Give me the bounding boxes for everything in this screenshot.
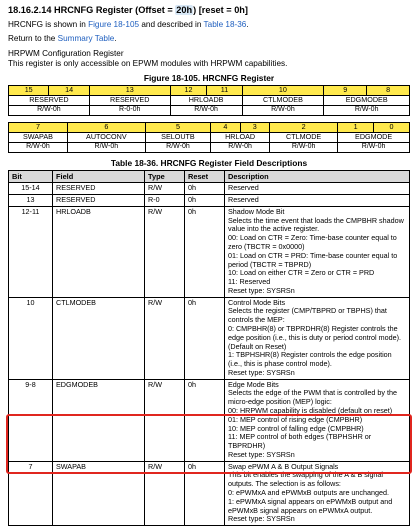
- column-header-reset: Reset: [185, 171, 225, 183]
- row-description: [225, 206, 410, 297]
- register-description-title: HRPWM Configuration Register: [8, 49, 124, 59]
- row-type: R/W: [145, 183, 185, 195]
- description-line: Reset type: SYSRSn: [228, 514, 295, 524]
- bit-number: 10: [242, 85, 324, 95]
- description-line: 10: Load on either CTR = Zero or CTR = PRD: [228, 268, 375, 278]
- figure-caption: Figure 18-105. HRCNFG Register: [143, 72, 275, 83]
- description-line: 01: Load on CTR = PRD: Time-base counter equal to period (TBCTR = TBPRD): [228, 250, 398, 269]
- register-reset-value: R-0-0h: [89, 105, 170, 115]
- row-reset: 0h: [185, 195, 225, 207]
- description-line: Control Mode Bits: [228, 297, 286, 307]
- register-field-autoconv: AUTOCONV: [67, 132, 145, 142]
- bit-number: 1: [338, 122, 374, 132]
- register-field-ctlmodeb: CTLMODEB: [242, 95, 324, 105]
- description-line: Selects the edge of the PWM that is controlled by the micro-edge position (MEP) logic:: [228, 388, 397, 407]
- register-reset-value: R/W-0h: [67, 142, 145, 152]
- figure-link[interactable]: Figure 18-105: [88, 20, 140, 30]
- register-reset-value: R/W-0h: [338, 142, 410, 152]
- register-reset-value: R/W-0h: [270, 142, 338, 152]
- description-line: Reset type: SYSRSn: [228, 367, 295, 377]
- row-description: [225, 297, 410, 379]
- description-line: 00: HRPWM capability is disabled (default on reset): [228, 406, 393, 415]
- register-bitmap-upper: [8, 85, 410, 116]
- column-header-description: Description: [225, 171, 410, 183]
- row-reset: 0h: [185, 461, 225, 525]
- register-reset-value: R/W-0h: [9, 105, 90, 115]
- intro-text: Return to the: [8, 34, 58, 44]
- row-bit: 10: [9, 297, 53, 379]
- section-title-suffix: ) [reset = 0h]: [193, 5, 248, 15]
- row-type: R/W: [145, 206, 185, 297]
- row-bit: 9-8: [9, 379, 53, 461]
- bit-number: 15: [9, 85, 49, 95]
- column-header-field: Field: [53, 171, 145, 183]
- row-bit: 15-14: [9, 183, 53, 195]
- description-line: 1: TBPHSHR(8) Register controls the edge position (i.e., this is phase control mode).: [228, 350, 392, 369]
- bit-number: 5: [145, 122, 210, 132]
- register-bitmap-lower: [8, 122, 410, 153]
- table-caption: Table 18-36. HRCNFG Register Field Descriptions: [110, 157, 308, 168]
- description-line: Edge Mode Bits: [228, 379, 279, 389]
- register-field-edgmodeb: EDGMODEB: [324, 95, 410, 105]
- table-row: [9, 206, 410, 297]
- description-line: 11: MEP control of both edges (TBPHSHR or TBPRDHR): [228, 432, 372, 451]
- row-field: SWAPAB: [53, 461, 145, 525]
- row-bit: 7: [9, 461, 53, 525]
- section-title-prefix: HRCNFG Register (Offset =: [54, 5, 176, 15]
- bit-number: 11: [207, 85, 242, 95]
- bit-number: 7: [9, 122, 68, 132]
- bit-number: 4: [211, 122, 240, 132]
- register-reset-value: R/W-0h: [170, 105, 242, 115]
- description-line: Reset type: SYSRSn: [228, 449, 295, 459]
- register-reset-value: R/W-0h: [211, 142, 270, 152]
- row-field: RESERVED: [53, 183, 145, 195]
- intro-line-1: [8, 20, 410, 30]
- register-field-seloutb: SELOUTB: [145, 132, 210, 142]
- description-line: 1: ePWMxA signal appears on ePWMxB output and ePWMxB signal appears on ePWMxA output.: [228, 496, 393, 515]
- intro-line-2: [8, 34, 410, 44]
- bit-number: 3: [240, 122, 269, 132]
- row-description: [225, 461, 410, 525]
- register-field-reserved: RESERVED: [9, 95, 90, 105]
- register-field-edgmode: EDGMODE: [338, 132, 410, 142]
- description-line: Swap ePWM A & B Output Signals: [228, 461, 339, 471]
- register-field-ctlmode: CTLMODE: [270, 132, 338, 142]
- bit-number: 14: [49, 85, 89, 95]
- register-field-swapab: SWAPAB: [9, 132, 68, 142]
- section-number: 18.16.2.14: [8, 5, 52, 15]
- register-field-hrload: HRLOAD: [211, 132, 270, 142]
- description-line: 00: Load on CTR = Zero: Time-base counter equal to zero (TBCTR = 0x0000): [228, 233, 397, 251]
- intro-text: and described in: [139, 20, 204, 30]
- table-row: [9, 195, 410, 207]
- bit-number: 8: [367, 85, 410, 95]
- table-row: [9, 379, 410, 461]
- column-header-type: Type: [145, 171, 185, 183]
- intro-text: HRCNFG is shown in: [8, 20, 89, 30]
- description-line: 0: CMPBHR(8) or TBPRDHR(8) Register controls the edge position (i.e., this is duty or period control mode). (Default on Reset): [228, 323, 401, 351]
- row-field: RESERVED: [53, 195, 145, 207]
- description-line: Reset type: SYSRSn: [228, 285, 295, 295]
- row-description: [225, 379, 410, 461]
- row-reset: 0h: [185, 206, 225, 297]
- register-reset-value: R/W-0h: [9, 142, 68, 152]
- description-line: 10: MEP control of falling edge (CMPBHR): [228, 423, 364, 433]
- row-reset: 0h: [185, 379, 225, 461]
- register-field-hrloadb: HRLOADB: [170, 95, 242, 105]
- bit-number: 9: [324, 85, 367, 95]
- register-field-reserved: RESERVED: [89, 95, 170, 105]
- row-description: [225, 183, 410, 195]
- table-link[interactable]: Table 18-36: [203, 20, 247, 30]
- bit-number: 2: [270, 122, 338, 132]
- register-description: [8, 49, 410, 70]
- table-row: [9, 297, 410, 379]
- section-heading: [8, 5, 410, 16]
- register-description-note: This register is only accessible on EPWM modules with HRPWM capabilities.: [8, 59, 288, 69]
- description-line: 01: MEP control of rising edge (CMPBHR): [228, 414, 363, 424]
- field-descriptions-table: [8, 170, 410, 526]
- description-line: 0: ePWMxA and ePWMxB outputs are unchanged.: [228, 488, 390, 498]
- row-reset: 0h: [185, 183, 225, 195]
- row-reset: 0h: [185, 297, 225, 379]
- row-bit: 13: [9, 195, 53, 207]
- register-reset-value: R/W-0h: [242, 105, 324, 115]
- row-field: CTLMODEB: [53, 297, 145, 379]
- bit-number: 6: [67, 122, 145, 132]
- table-row: [9, 183, 410, 195]
- description-line: Reserved: [228, 183, 259, 193]
- summary-table-link[interactable]: Summary Table: [57, 34, 115, 44]
- description-line: Selects the register (CMP/TBPRD or TBPHS) that controls the MEP:: [228, 306, 387, 325]
- description-line: This bit enables the swapping of the A & B signal outputs. The selection is as follows:: [228, 470, 384, 489]
- intro-text: .: [114, 34, 117, 44]
- row-type: R/W: [145, 461, 185, 525]
- register-reset-value: R/W-0h: [324, 105, 410, 115]
- bit-number: 0: [374, 122, 410, 132]
- intro-text: .: [246, 20, 249, 30]
- bit-number: 13: [89, 85, 170, 95]
- row-description: [225, 195, 410, 207]
- table-row: [9, 461, 410, 525]
- description-line: Selects the time event that loads the CMPBHR shadow value into the active register.: [228, 215, 404, 234]
- description-line: 11: Reserved: [228, 277, 271, 287]
- description-line: Reserved: [228, 195, 259, 205]
- column-header-bit: Bit: [9, 171, 53, 183]
- offset-highlight[interactable]: 20h: [176, 5, 193, 15]
- description-line: Shadow Mode Bit: [228, 206, 285, 216]
- row-field: EDGMODEB: [53, 379, 145, 461]
- row-type: R/W: [145, 379, 185, 461]
- row-field: HRLOADB: [53, 206, 145, 297]
- bit-number: 12: [170, 85, 207, 95]
- row-type: R-0: [145, 195, 185, 207]
- register-reset-value: R/W-0h: [145, 142, 210, 152]
- row-type: R/W: [145, 297, 185, 379]
- row-bit: 12-11: [9, 206, 53, 297]
